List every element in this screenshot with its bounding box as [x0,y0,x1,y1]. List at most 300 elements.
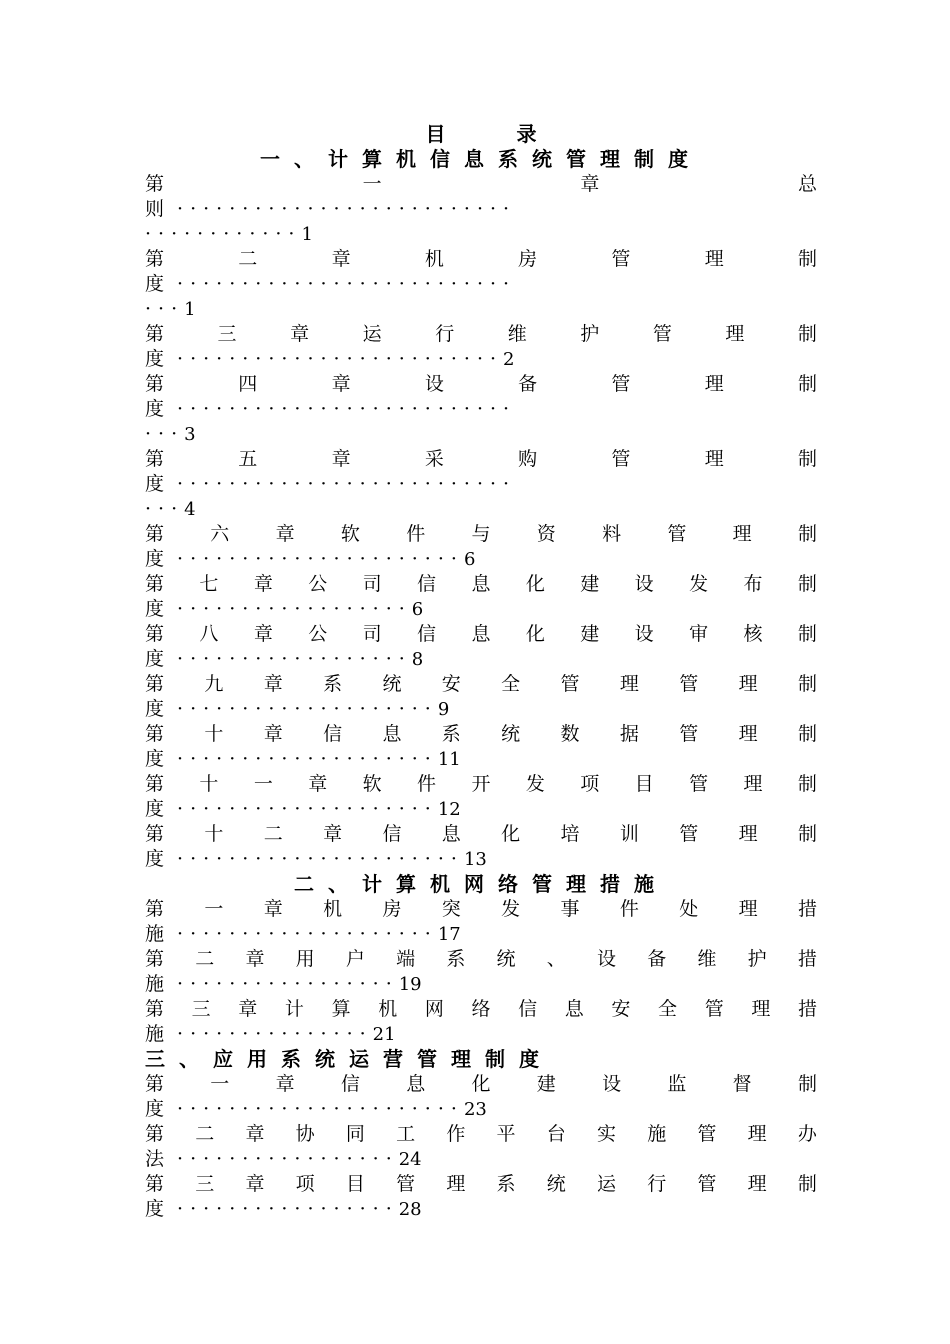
toc-entry [145,172,817,197]
toc-entry-tail [145,272,817,297]
toc-entry-char: 八 [199,623,219,645]
toc-entry-char: 化 [525,623,545,645]
toc-entry-char: 息 [564,998,584,1020]
toc-entry-char: 章 [323,823,343,845]
toc-entry-char: 件 [406,523,426,545]
toc-entry-char: 机 [424,248,444,270]
toc-entry-char: 理 [747,1173,767,1195]
toc-entry-char: 软 [340,523,360,545]
toc-entry-char: 理 [619,673,639,695]
toc-entry-char: 息 [382,723,402,745]
toc-entry [145,772,817,797]
toc-entry-char: 章 [331,248,351,270]
toc-entry-char: 司 [362,573,382,595]
toc-entry-char: 机 [323,898,343,920]
toc-entry-last-char: 度 [145,798,165,820]
toc-entry-char: 开 [471,773,491,795]
toc-entry-char: 理 [704,373,724,395]
toc-entry-char: 件 [619,898,639,920]
toc-entry-char: 管 [396,1173,416,1195]
toc-entry-char: 平 [496,1123,516,1145]
toc-entry-char: 理 [704,448,724,470]
toc-entry-char: 一 [362,173,382,195]
toc-entry [145,447,817,472]
toc-entry-char: 护 [580,323,600,345]
toc-entry-char: 二 [238,248,258,270]
dot-leader: ················· [164,973,399,995]
toc-entry-tail [145,397,817,422]
toc-entry-char: 化 [525,573,545,595]
toc-entry-char: 管 [611,373,631,395]
dot-leader: ··· [145,498,185,520]
toc-entry-char: 管 [560,673,580,695]
section-heading: 三、应用系统运营管理制度 [145,1047,553,1071]
toc-entry [145,572,817,597]
toc-entry-char: 制 [797,523,817,545]
page-number: 19 [398,974,422,995]
toc-entry-last-char: 度 [145,348,165,370]
toc-entry-char: 协 [295,1123,315,1145]
page-number: 4 [184,499,196,520]
toc-entry-char: 料 [602,523,622,545]
toc-entry [145,1072,817,1097]
toc-entry [145,1172,817,1197]
toc-entry-char: 件 [417,773,437,795]
dot-leader: ···················· [164,798,438,820]
toc-entry-char: 处 [679,898,699,920]
page-number: 11 [437,749,461,770]
toc-entry-char: 信 [417,573,437,595]
toc-entry-char: 资 [536,523,556,545]
toc-entry-char: 九 [204,673,224,695]
toc-entry-char: 公 [308,623,328,645]
toc-entry-last-char: 度 [145,473,165,495]
toc-entry-char: 章 [580,173,600,195]
toc-entry-char: 行 [647,1173,667,1195]
page-number: 17 [437,924,461,945]
toc-entry-last-char: 度 [145,598,165,620]
toc-entry-char: 管 [679,823,699,845]
toc-entry-char: 作 [446,1123,466,1145]
toc-entry-char: 理 [738,823,758,845]
toc-entry-tail [145,597,817,622]
toc-entry-char: 系 [441,723,461,745]
toc-entry-char: 络 [471,998,491,1020]
toc-entry-char: 二 [263,823,283,845]
toc-entry-tail [145,1197,817,1222]
toc-entry-char: 理 [446,1173,466,1195]
toc-entry-char: 制 [797,573,817,595]
dot-leader: ······················ [164,548,464,570]
toc-entry-char: 制 [797,373,817,395]
toc-entry-char: 工 [396,1123,416,1145]
toc-entry-char: 第 [145,723,165,745]
toc-entry-char: 信 [417,623,437,645]
toc-entry-char: 信 [518,998,538,1020]
page-number: 23 [463,1099,487,1120]
toc-entry-char: 六 [210,523,230,545]
toc-entry-char: 理 [738,898,758,920]
toc-entry-char: 与 [471,523,491,545]
toc-entry-char: 购 [518,448,538,470]
toc-entry-tail [145,1097,817,1122]
toc-entry-tail [145,472,817,497]
toc-entry-char: 目 [634,773,654,795]
toc-entry-char: 运 [362,323,382,345]
toc-entry-char: 息 [441,823,461,845]
toc-entry-char: 第 [145,898,165,920]
toc-entry-char: 发 [501,898,521,920]
page-number: 12 [437,799,461,820]
toc-entry-char: 制 [797,773,817,795]
toc-entry-char: 第 [145,773,165,795]
toc-entry-char: 息 [471,573,491,595]
toc-entry-char: 第 [145,823,165,845]
toc-entry-char: 章 [275,1073,295,1095]
toc-entry-last-char: 度 [145,698,165,720]
toc-entry-char: 理 [732,523,752,545]
toc-entry-char: 统 [382,673,402,695]
toc-entry-char: 一 [204,898,224,920]
dot-leader: ·················· [164,648,412,670]
toc-entry-tail [145,422,817,447]
toc-entry-char: 事 [560,898,580,920]
toc-entry-last-char: 度 [145,548,165,570]
toc-entry-char: 目 [345,1173,365,1195]
toc-entry-char: 核 [743,623,763,645]
toc-entry-char: 十 [204,823,224,845]
dot-leader: ··············· [164,1023,373,1045]
toc-entry-char: 管 [704,998,724,1020]
toc-entry-char: 布 [743,573,763,595]
dot-leader: ······················ [164,1098,464,1120]
toc-entry-char: 管 [679,673,699,695]
toc-entry-char: 管 [697,1123,717,1145]
dot-leader: ···················· [164,923,438,945]
toc-entry-tail [145,497,817,522]
toc-entry-char: 数 [560,723,580,745]
toc-entry-char: 设 [634,573,654,595]
dot-leader: ···················· [164,748,438,770]
toc-entry-char: 章 [245,1123,265,1145]
toc-entry [145,722,817,747]
toc-entry-char: 管 [611,248,631,270]
toc-entry-char: 行 [435,323,455,345]
toc-title: 目 录 [425,122,569,146]
page-number: 6 [411,599,424,620]
toc-entry-char: 安 [611,998,631,1020]
toc-entry-char: 第 [145,1073,165,1095]
toc-entry-tail [145,847,817,872]
dot-leader: ··· [145,423,185,445]
toc-entry-char: 用 [295,948,315,970]
toc-entry-char: 理 [747,1123,767,1145]
toc-entry [145,622,817,647]
toc-entry-char: 第 [145,948,165,970]
toc-entry-char: 管 [652,323,672,345]
toc-entry-char: 理 [738,723,758,745]
toc-entry-char: 化 [501,823,521,845]
toc-entry-char: 五 [238,448,258,470]
toc-entry-char: 章 [245,1173,265,1195]
toc-entry-char: 护 [747,948,767,970]
toc-entry-char: 二 [195,1123,215,1145]
toc-entry-char: 据 [619,723,639,745]
page-number: 6 [463,549,476,570]
toc-entry-char: 设 [602,1073,622,1095]
toc-entry-char: 制 [797,623,817,645]
toc-entry-char: 三 [191,998,211,1020]
toc-entry-char: 制 [797,1173,817,1195]
toc-entry-char: 系 [323,673,343,695]
toc-entry-char: 设 [596,948,616,970]
toc-entry-char: 总 [797,173,817,195]
toc-entry-char: 管 [611,448,631,470]
toc-entry-tail [145,747,817,772]
toc-entry-tail [145,1022,817,1047]
toc-entry-char: 制 [797,723,817,745]
toc-entry-char: 制 [797,448,817,470]
toc-entry-char: 第 [145,523,165,545]
toc-entry-char: 全 [501,673,521,695]
toc-entry-char: 制 [797,323,817,345]
toc-entry-char: 建 [536,1073,556,1095]
table-of-contents [145,122,817,1222]
toc-entry-char: 统 [501,723,521,745]
toc-entry-char: 项 [295,1173,315,1195]
toc-entry-char: 措 [797,948,817,970]
toc-entry-char: 章 [245,948,265,970]
toc-entry-char: 公 [308,573,328,595]
toc-entry-char: 第 [145,1123,165,1145]
toc-entry-char: 备 [518,373,538,395]
toc-entry-last-char: 法 [145,1148,165,1170]
toc-entry-char: 措 [797,998,817,1020]
toc-entry-char: 第 [145,1173,165,1195]
toc-entry-char: 发 [525,773,545,795]
toc-entry-char: 软 [362,773,382,795]
toc-entry-char: 房 [382,898,402,920]
toc-entry-char: 监 [667,1073,687,1095]
toc-entry-char: 三 [217,323,237,345]
toc-entry-tail [145,197,817,222]
toc-entry-char: 督 [732,1073,752,1095]
toc-entry-char: 第 [145,173,165,195]
toc-entry-tail [145,222,817,247]
dot-leader: ···················· [164,698,438,720]
toc-entry-char: 章 [263,673,283,695]
toc-entry-char: 系 [446,948,466,970]
page-number: 2 [503,349,515,370]
toc-entry-char: 第 [145,673,165,695]
toc-entry [145,522,817,547]
toc-entry-char: 机 [378,998,398,1020]
toc-entry-tail [145,647,817,672]
toc-entry-char: 统 [546,1173,566,1195]
toc-entry-char: 章 [253,623,273,645]
toc-entry-tail [145,697,817,722]
toc-entry-char: 管 [697,1173,717,1195]
toc-entry-char: 房 [518,248,538,270]
toc-entry-char: 训 [619,823,639,845]
toc-entry-char: 一 [253,773,273,795]
page-number: 3 [184,424,196,445]
toc-entry-char: 信 [340,1073,360,1095]
toc-entry-char: 采 [424,448,444,470]
dot-leader: ················· [164,1198,399,1220]
toc-entry-char: 信 [382,823,402,845]
section-heading: 二、计算机网络管理措施 [294,872,668,896]
toc-entry [145,372,817,397]
toc-entry-char: 第 [145,248,165,270]
page-number: 21 [372,1024,396,1045]
toc-entry-char: 息 [406,1073,426,1095]
toc-entry-char: 全 [658,998,678,1020]
page-number: 13 [463,849,487,870]
toc-entry-char: 章 [253,573,273,595]
toc-entry-char: 理 [751,998,771,1020]
page-number: 28 [398,1199,422,1220]
toc-entry-char: 第 [145,448,165,470]
toc-entry-char: 同 [345,1123,365,1145]
toc-entry-char: 第 [145,623,165,645]
toc-entry-char: 信 [323,723,343,745]
dot-leader: ·················· [164,598,412,620]
toc-entry-char: 制 [797,248,817,270]
toc-entry-char: 设 [634,623,654,645]
toc-entry-last-char: 则 [145,198,165,220]
toc-entry-char: 息 [471,623,491,645]
toc-entry-tail [145,547,817,572]
toc-entry-char: 章 [308,773,328,795]
toc-entry-last-char: 度 [145,273,165,295]
toc-entry-char: 突 [441,898,461,920]
toc-entry-tail [145,1147,817,1172]
toc-entry-last-char: 度 [145,848,165,870]
toc-entry [145,822,817,847]
toc-entry-last-char: 施 [145,1023,165,1045]
toc-entry-char: 章 [331,373,351,395]
toc-entry-char: 理 [738,673,758,695]
toc-entry-char: 系 [496,1173,516,1195]
page-number: 8 [411,649,424,670]
toc-entry-char: 实 [596,1123,616,1145]
toc-entry-last-char: 度 [145,1198,165,1220]
toc-entry-char: 三 [195,1173,215,1195]
toc-entry-char: 第 [145,998,165,1020]
toc-entry [145,672,817,697]
toc-entry-char: 施 [647,1123,667,1145]
toc-entry-char: 管 [667,523,687,545]
toc-entry-char: 管 [679,723,699,745]
toc-entry-char: 、 [546,948,566,970]
toc-entry-char: 二 [195,948,215,970]
toc-entry [145,247,817,272]
toc-entry-char: 网 [424,998,444,1020]
toc-entry-char: 制 [797,673,817,695]
toc-entry-char: 维 [507,323,527,345]
toc-entry-last-char: 度 [145,648,165,670]
toc-entry-char: 十 [199,773,219,795]
toc-entry-last-char: 度 [145,748,165,770]
toc-entry-char: 章 [331,448,351,470]
page-number: 1 [184,299,196,320]
toc-entry [145,997,817,1022]
toc-entry-char: 理 [743,773,763,795]
toc-entry-tail [145,922,817,947]
toc-entry-tail [145,972,817,997]
toc-entry-last-char: 度 [145,1098,165,1120]
toc-entry-tail [145,297,817,322]
toc-entry-char: 制 [797,823,817,845]
toc-entry-char: 备 [647,948,667,970]
page-number: 24 [398,1149,422,1170]
toc-entry-char: 章 [263,898,283,920]
toc-entry-char: 维 [697,948,717,970]
toc-entry-char: 制 [797,1073,817,1095]
toc-entry [145,947,817,972]
toc-entry-tail [145,347,817,372]
toc-entry [145,897,817,922]
toc-entry-char: 管 [689,773,709,795]
toc-entry-char: 台 [546,1123,566,1145]
toc-entry-char: 第 [145,373,165,395]
toc-entry-char: 审 [689,623,709,645]
toc-entry-char: 十 [204,723,224,745]
toc-entry-char: 户 [345,948,365,970]
toc-entry-char: 章 [290,323,310,345]
toc-entry [145,322,817,347]
toc-entry-char: 端 [396,948,416,970]
toc-entry-char: 算 [331,998,351,1020]
dot-leader: ················· [164,1148,399,1170]
toc-entry-char: 化 [471,1073,491,1095]
toc-entry-char: 建 [580,623,600,645]
toc-entry-char: 司 [362,623,382,645]
toc-entry-char: 措 [797,898,817,920]
toc-entry-char: 设 [424,373,444,395]
toc-entry [145,1122,817,1147]
section-heading: 一、计算机信息系统管理制度 [260,147,702,171]
toc-entry-char: 安 [441,673,461,695]
dot-leader: ············ [145,223,302,245]
toc-entry-char: 第 [145,573,165,595]
page-number: 9 [437,699,450,720]
toc-entry-char: 七 [199,573,219,595]
toc-entry-char: 计 [284,998,304,1020]
toc-entry-last-char: 施 [145,973,165,995]
toc-entry-char: 四 [238,373,258,395]
toc-entry-char: 统 [496,948,516,970]
toc-entry-char: 章 [238,998,258,1020]
toc-entry-char: 发 [689,573,709,595]
dot-leader: ························· [164,348,504,370]
dot-leader: ·························· [164,273,517,295]
toc-entry-tail [145,797,817,822]
toc-entry-char: 理 [704,248,724,270]
dot-leader: ·························· [164,198,517,220]
toc-entry-char: 项 [580,773,600,795]
dot-leader: ··· [145,298,185,320]
toc-entry-last-char: 施 [145,923,165,945]
toc-entry-char: 第 [145,323,165,345]
dot-leader: ·························· [164,398,517,420]
page-number: 1 [301,224,313,245]
toc-entry-char: 运 [596,1173,616,1195]
toc-entry-last-char: 度 [145,398,165,420]
toc-entry-char: 章 [275,523,295,545]
toc-entry-char: 培 [560,823,580,845]
